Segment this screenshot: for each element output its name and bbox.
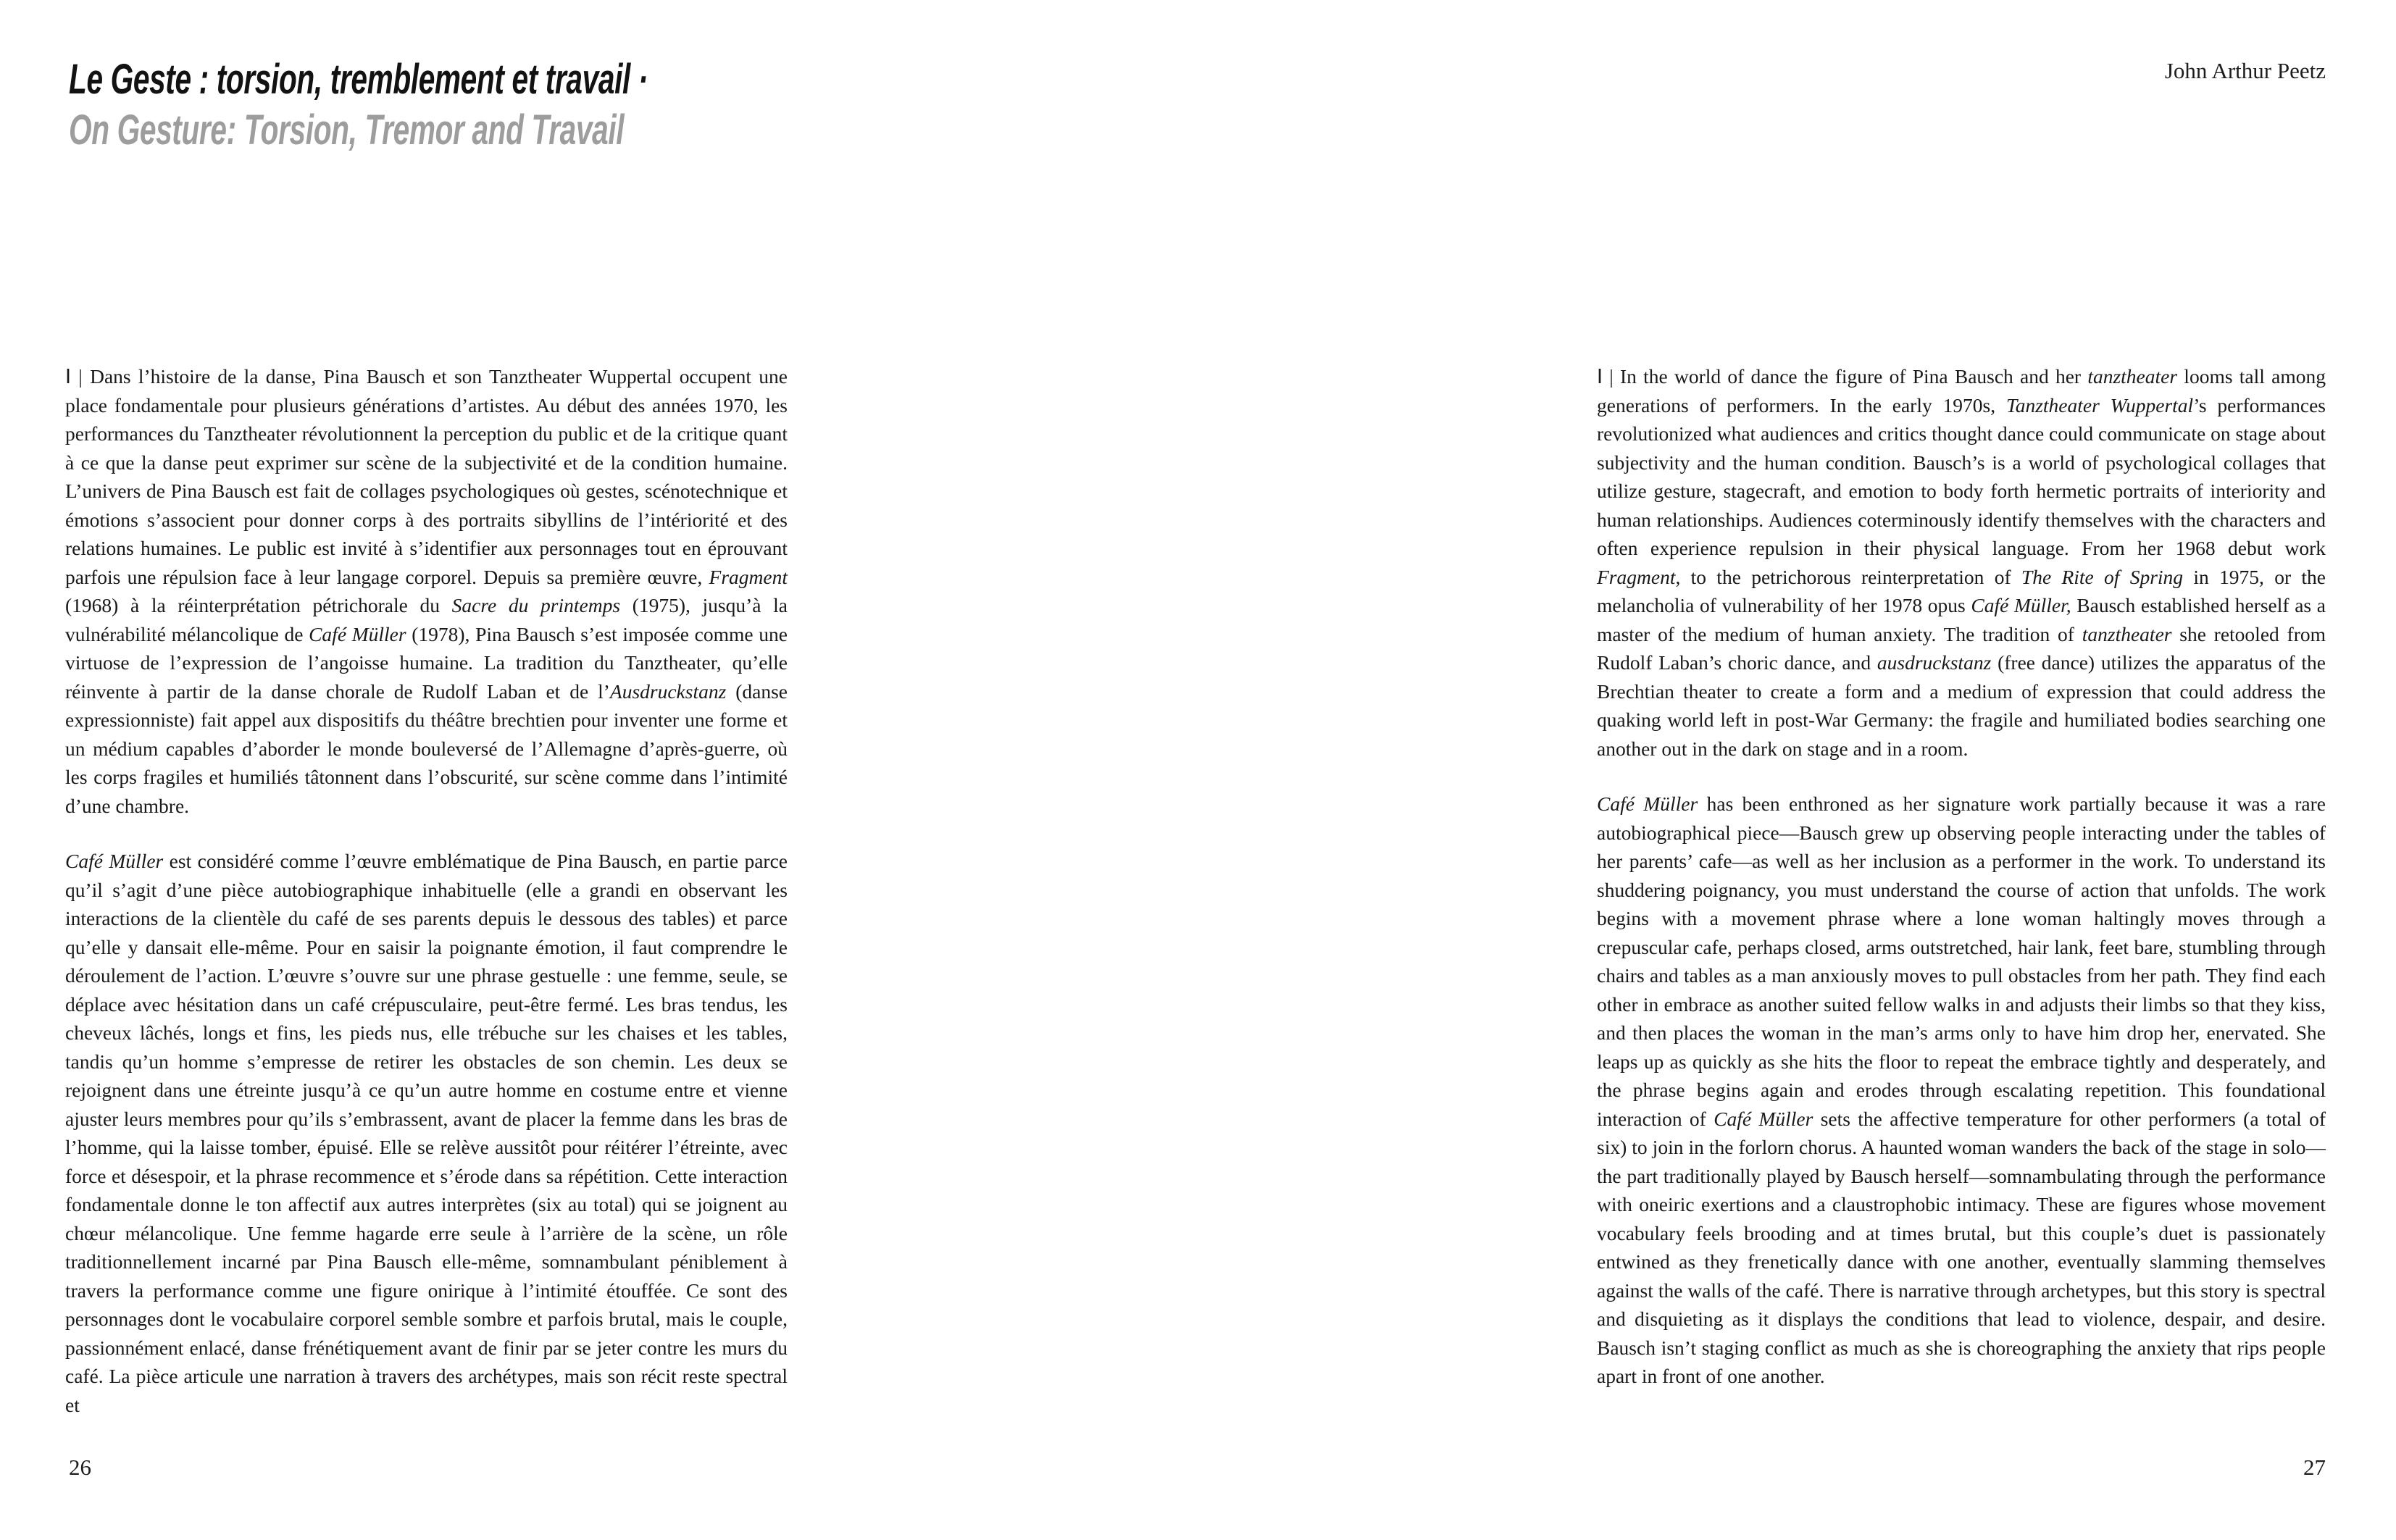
paragraph-french-1: [65, 362, 788, 820]
article-title-english: On Gesture: Torsion, Tremor and Travail: [69, 106, 625, 154]
italic-text-run: Café Müller: [309, 622, 406, 645]
text-run: has been enthroned as her signature work partially because it was a rare autobiographical piece—Bausch grew up observing people interacting under the tables of her parents’ cafe—as well as her inclusion as a performer in the work. To understand its shuddering poignancy, you must understand the course of action that unfolds. The work begins with a movement phrase where a lone woman haltingly moves through a crepuscular cafe, perhaps closed, arms outstretched, hair lank, feet bare, stumbling through chairs and tables as a man anxiously moves to pull obstacles from her path. They find each other in embrace as another suited fellow walks in and adjusts their limbs so that they kiss, and then places the woman in the man’s arms only to have him drop her, enervated. She leaps up as quickly as she hits the floor to repeat the embrace tightly and desperately, and the phrase begins again and erodes through escalating repetition. This foundational interaction of: [1597, 792, 2326, 1130]
italic-text-run: tanztheater: [2082, 622, 2172, 645]
paragraph-english-2: [1597, 790, 2326, 1391]
italic-text-run: ausdruckstanz: [1877, 651, 1992, 674]
text-run: looms tall among generations of performers. In the early 1970s,: [1597, 365, 2326, 417]
text-run: in 1975, or the melancholia of vulnerability of her 1978 opus: [1597, 565, 2326, 616]
italic-text-run: Café Müller,: [1971, 594, 2071, 616]
section-marker: I: [1597, 365, 1603, 388]
text-run: (1978), Pina Bausch s’est imposée comme une virtuose de l’expression de l’angoisse humaine. La tradition du Tanztheater, qu’elle réinvente à partir de la danse chorale de Rudolf Laban et de l’: [65, 622, 788, 703]
text-run: est considéré comme l’œuvre emblématique de Pina Bausch, en partie parce qu’il s’agit d’une pièce autobiographique inhabituelle (elle a grandi en observant les interactions de la clientèle du café de ses parents depuis le dessous des tables) et parce qu’elle y dansait elle-même. Pour en saisir la poignante émotion, il faut comprendre le déroulement de l’action. L’œuvre s’ouvre sur une phrase gestuelle : une femme, seule, se déplace avec hésitation dans un café crépusculaire, peut-être fermé. Les bras tendus, les cheveux lâchés, longs et fins, les pieds nus, elle trébuche sur les chaises et les tables, tandis qu’un homme s’empresse de retirer les obstacles de son chemin. Les deux se rejoignent dans une étreinte jusqu’à ce qu’un autre homme en costume entre et vienne ajuster leurs membres pour qu’ils s’embrassent, avant de placer la femme dans les bras de l’homme, qui la laisse tomber, épuisé. Elle se relève aussitôt pour réitérer l’étreinte, avec force et désespoir, et la phrase recommence et s’érode dans sa répétition. Cette interaction fondamentale donne le ton affectif aux autres interprètes (six au total) qui se joignent au chœur mélancolique. Une femme hagarde erre seule à l’arrière de la scène, un rôle traditionnellement incarné par Pina Bausch elle-même, somnambulant péniblement à travers la performance comme une figure onirique à l’intimité étouffée. Ce sont des personnages dont le vocabulaire corporel semble sombre et parfois brutal, mais le couple, passionnément enlacé, danse frénétiquement avant de finir par se jeter contre les murs du café. La pièce articule une narration à travers des archétypes, mais son récit reste spectral et: [65, 850, 788, 1416]
text-run: (1968) à la réinterprétation pétrichorale du: [65, 594, 452, 616]
french-text-column: [65, 362, 788, 1419]
section-marker: I: [65, 365, 72, 388]
italic-text-run: tanztheater: [2087, 365, 2178, 388]
author-name: John Arthur Peetz: [2164, 58, 2326, 83]
article-title-french: Le Geste : torsion, tremblement et travail ·: [69, 56, 648, 103]
text-run: |: [71, 365, 91, 388]
italic-text-run: Tanztheater Wuppertal: [2005, 393, 2194, 417]
english-text-column: [1597, 362, 2326, 1391]
italic-text-run: Fragment: [709, 565, 788, 588]
text-run: |: [1603, 365, 1621, 388]
page-number-right: 27: [2303, 1455, 2326, 1480]
italic-text-run: Café Müller: [1713, 1107, 1813, 1130]
italic-text-run: The Rite of Spring: [2021, 565, 2184, 588]
italic-text-run: Café Müller: [65, 850, 164, 872]
text-run: , to the petrichorous reinterpretation of: [1675, 565, 2021, 588]
text-run: (1975), jusqu’à la vulnérabilité mélancolique de: [65, 594, 788, 645]
text-run: (danse expressionniste) fait appel aux dispositifs du théâtre brechtien pour inventer une forme et un médium capables d’aborder le monde bouleversé de l’Allemagne d’après-guerre, où les corps fragiles et humiliés tâtonnent dans l’obscurité, sur scène comme dans l’intimité d’une chambre.: [65, 679, 788, 817]
text-run: Bausch established herself as a master of the medium of human anxiety. The tradition of: [1597, 594, 2326, 645]
text-run: she retooled from Rudolf Laban’s choric dance, and: [1597, 622, 2326, 674]
text-run: ’s performances revolutionized what audiences and critics thought dance could communicate on stage about subjectivity and the human condition. Bausch’s is a world of psychological collages that utilize gesture, stagecraft, and emotion to body forth hermetic portraits of interiority and human relationships. Audiences coterminously identify themselves with the characters and often experience repulsion in their physical language. From her 1968 debut work: [1597, 393, 2326, 559]
text-run: (free dance) utilizes the apparatus of the Brechtian theater to create a form and a medium of expression that could address the quaking world left in post-War Germany: the fragile and humiliated bodies searching one another out in the dark on stage and in a room.: [1597, 651, 2326, 760]
italic-text-run: Fragment: [1597, 565, 1676, 588]
italic-text-run: Ausdruckstanz: [609, 679, 727, 703]
page-number-left: 26: [69, 1455, 91, 1480]
article-header: [69, 57, 648, 154]
italic-text-run: Café Müller: [1597, 792, 1698, 815]
text-run: sets the affective temperature for other performers (a total of six) to join in the forlorn chorus. A haunted woman wanders the back of the stage in solo—the part traditionally played by Bausch herself—somnambulating through the performance with oneiric exertions and a claustrophobic intimacy. These are figures whose movement vocabulary feels brooding and at times brutal, but this couple’s duet is passionately entwined as they frenetically dance with one another, eventually slamming themselves against the walls of the café. There is narrative through archetypes, but this story is spectral and disquieting as it displays the conditions that lead to violence, despair, and desire. Bausch isn’t staging conflict as much as she is choreographing the anxiety that rips people apart in front of one another.: [1597, 1107, 2326, 1387]
text-run: In the world of dance the figure of Pina Bausch and her: [1620, 365, 2088, 388]
paragraph-english-1: [1597, 362, 2326, 763]
italic-text-run: Sacre du printemps: [451, 594, 621, 616]
text-run: Dans l’histoire de la danse, Pina Bausch et son Tanztheater Wuppertal occupent une place fondamentale pour plusieurs générations d’artistes. Au début des années 1970, les performances du Tanztheater révolutionnent la perception du public et de la critique quant à ce que la danse peut exprimer sur scène de la subjectivité et de la condition humaine. L’univers de Pina Bausch est fait de collages psychologiques où gestes, scénotechnique et émotions s’associent pour donner corps à des portraits sibyllins de l’intériorité et des relations humaines. Le public est invité à s’identifier aux personnages tout en éprouvant parfois une répulsion face à leur langage corporel. Depuis sa première œuvre,: [65, 365, 788, 588]
paragraph-french-2: [65, 847, 788, 1419]
